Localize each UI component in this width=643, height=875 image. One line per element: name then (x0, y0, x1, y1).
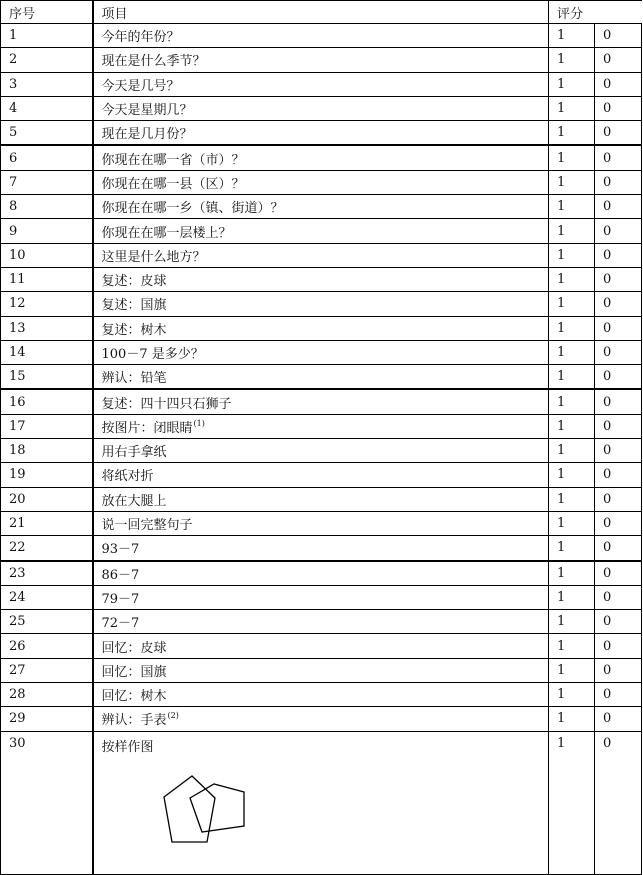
table-row (1, 195, 642, 219)
row-score-wrong: 0 (595, 463, 642, 487)
header-score: 评分 (549, 1, 642, 24)
table-row (1, 414, 642, 438)
table-row (1, 389, 642, 414)
row-item: 复述：国旗 (93, 292, 549, 316)
row-score-correct: 1 (549, 536, 595, 561)
row-score-wrong: 0 (595, 121, 642, 146)
row-number: 26 (1, 634, 93, 658)
row-number: 15 (1, 365, 93, 390)
row-score-wrong: 0 (595, 96, 642, 120)
row-score-wrong: 0 (595, 487, 642, 511)
table-header-row (1, 1, 642, 24)
table-row (1, 731, 642, 874)
row-score-correct: 1 (549, 24, 595, 48)
table-row (1, 487, 642, 511)
row-item: 回忆：树木 (93, 683, 549, 707)
table-row (1, 24, 642, 48)
table-row (1, 634, 642, 658)
row-number: 19 (1, 463, 93, 487)
row-item: 100－7 是多少？ (93, 340, 549, 364)
row-item: 你现在在哪一县（区）？ (93, 170, 549, 194)
table-row (1, 316, 642, 340)
row-score-wrong: 0 (595, 365, 642, 390)
row-number: 27 (1, 658, 93, 682)
row-number: 25 (1, 610, 93, 634)
row-score-correct: 1 (549, 340, 595, 364)
row-score-wrong: 0 (595, 683, 642, 707)
table-row (1, 707, 642, 731)
row-score-wrong: 0 (595, 340, 642, 364)
row-item: 今天是星期几？ (93, 96, 549, 120)
row-score-correct: 1 (549, 195, 595, 219)
table-row (1, 658, 642, 682)
row-number: 20 (1, 487, 93, 511)
row-score-wrong: 0 (595, 511, 642, 535)
row-score-correct: 1 (549, 243, 595, 267)
row-score-correct: 1 (549, 414, 595, 438)
table-row (1, 72, 642, 96)
row-item: 复述：四十四只石狮子 (93, 389, 549, 414)
row-score-wrong: 0 (595, 707, 642, 731)
row-number: 13 (1, 316, 93, 340)
row-item-text: 辨认：手表 (101, 713, 167, 729)
row-number: 12 (1, 292, 93, 316)
row-score-correct: 1 (549, 731, 595, 874)
row-number: 3 (1, 72, 93, 96)
row-score-correct: 1 (549, 561, 595, 586)
row-score-correct: 1 (549, 707, 595, 731)
row-score-wrong: 0 (595, 634, 642, 658)
row-number: 28 (1, 683, 93, 707)
row-number: 23 (1, 561, 93, 586)
row-score-wrong: 0 (595, 267, 642, 291)
row-number: 16 (1, 389, 93, 414)
row-item: 放在大腿上 (93, 487, 549, 511)
row-score-correct: 1 (549, 634, 595, 658)
row-score-correct: 1 (549, 365, 595, 390)
row-number: 14 (1, 340, 93, 364)
row-score-correct: 1 (549, 170, 595, 194)
row-score-correct: 1 (549, 48, 595, 72)
row-score-correct: 1 (549, 219, 595, 243)
drawing-cell (102, 736, 549, 870)
row-score-wrong: 0 (595, 170, 642, 194)
row-number: 8 (1, 195, 93, 219)
row-item: 93－7 (93, 536, 549, 561)
row-score-correct: 1 (549, 292, 595, 316)
row-item: 复述：皮球 (93, 267, 549, 291)
row-score-wrong: 0 (595, 439, 642, 463)
table-row (1, 219, 642, 243)
row-item-drawing (93, 731, 549, 874)
header-item: 项目 (93, 1, 549, 24)
row-number: 22 (1, 536, 93, 561)
row-item: 说一回完整句子 (93, 511, 549, 535)
row-score-wrong: 0 (595, 316, 642, 340)
row-item: 72－7 (93, 610, 549, 634)
row-score-wrong: 0 (595, 731, 642, 874)
header-number: 序号 (1, 1, 93, 24)
row-item-text: 按样作图 (101, 739, 154, 755)
row-score-correct: 1 (549, 439, 595, 463)
row-score-correct: 1 (549, 487, 595, 511)
table-row (1, 365, 642, 390)
row-item: 现在是几月份？ (93, 121, 549, 146)
table-row (1, 511, 642, 535)
row-score-wrong: 0 (595, 536, 642, 561)
table-row (1, 96, 642, 120)
row-score-wrong: 0 (595, 292, 642, 316)
row-score-wrong: 0 (595, 72, 642, 96)
row-number: 11 (1, 267, 93, 291)
row-item-with-note (93, 414, 549, 438)
row-item: 用右手拿纸 (93, 439, 549, 463)
table-row (1, 267, 642, 291)
row-item: 你现在在哪一层楼上？ (93, 219, 549, 243)
row-score-correct: 1 (549, 72, 595, 96)
table-row (1, 536, 642, 561)
row-number: 30 (1, 731, 93, 874)
row-score-wrong: 0 (595, 48, 642, 72)
table-row (1, 48, 642, 72)
row-item: 今天是几号？ (93, 72, 549, 96)
table-row (1, 683, 642, 707)
row-score-correct: 1 (549, 267, 595, 291)
row-item: 86－7 (93, 561, 549, 586)
row-item-with-note (93, 707, 549, 731)
row-number: 10 (1, 243, 93, 267)
row-score-wrong: 0 (595, 243, 642, 267)
table-row (1, 439, 642, 463)
row-score-correct: 1 (549, 316, 595, 340)
table-row (1, 170, 642, 194)
row-number: 5 (1, 121, 93, 146)
row-score-wrong: 0 (595, 145, 642, 170)
table-row (1, 585, 642, 609)
row-item-text: 按图片：闭眼睛 (101, 420, 193, 436)
row-score-wrong: 0 (595, 414, 642, 438)
row-score-correct: 1 (549, 683, 595, 707)
row-item: 复述：树木 (93, 316, 549, 340)
row-item: 回忆：皮球 (93, 634, 549, 658)
table-row (1, 243, 642, 267)
row-score-wrong: 0 (595, 561, 642, 586)
row-score-correct: 1 (549, 145, 595, 170)
row-score-wrong: 0 (595, 24, 642, 48)
table-row (1, 463, 642, 487)
table-row (1, 561, 642, 586)
pentagon-left (164, 776, 215, 842)
pentagon-right (190, 784, 244, 832)
row-score-correct: 1 (549, 96, 595, 120)
row-number: 6 (1, 145, 93, 170)
row-score-correct: 1 (549, 658, 595, 682)
row-score-wrong: 0 (595, 658, 642, 682)
row-item: 你现在在哪一省（市）？ (93, 145, 549, 170)
row-score-wrong: 0 (595, 389, 642, 414)
row-item: 79－7 (93, 585, 549, 609)
row-score-correct: 1 (549, 585, 595, 609)
row-score-correct: 1 (549, 610, 595, 634)
footnote-marker: (1) (193, 418, 205, 428)
table-row (1, 145, 642, 170)
row-number: 1 (1, 24, 93, 48)
row-score-correct: 1 (549, 463, 595, 487)
row-item: 辨认：铅笔 (93, 365, 549, 390)
intersecting-pentagons-figure (160, 772, 250, 848)
row-number: 7 (1, 170, 93, 194)
row-number: 24 (1, 585, 93, 609)
row-score-wrong: 0 (595, 219, 642, 243)
row-item: 现在是什么季节？ (93, 48, 549, 72)
row-score-correct: 1 (549, 389, 595, 414)
row-score-wrong: 0 (595, 585, 642, 609)
row-score-wrong: 0 (595, 610, 642, 634)
row-number: 4 (1, 96, 93, 120)
row-number: 18 (1, 439, 93, 463)
table-row (1, 121, 642, 146)
row-item: 今年的年份？ (93, 24, 549, 48)
row-score-wrong: 0 (595, 195, 642, 219)
row-item: 将纸对折 (93, 463, 549, 487)
row-item: 回忆：国旗 (93, 658, 549, 682)
table-row (1, 610, 642, 634)
row-item: 你现在在哪一乡（镇、街道）？ (93, 195, 549, 219)
row-number: 29 (1, 707, 93, 731)
table-row (1, 292, 642, 316)
row-number: 9 (1, 219, 93, 243)
row-item: 这里是什么地方？ (93, 243, 549, 267)
row-number: 2 (1, 48, 93, 72)
row-score-correct: 1 (549, 511, 595, 535)
table-row (1, 340, 642, 364)
row-number: 21 (1, 511, 93, 535)
row-score-correct: 1 (549, 121, 595, 146)
row-number: 17 (1, 414, 93, 438)
footnote-marker: (2) (167, 711, 179, 721)
